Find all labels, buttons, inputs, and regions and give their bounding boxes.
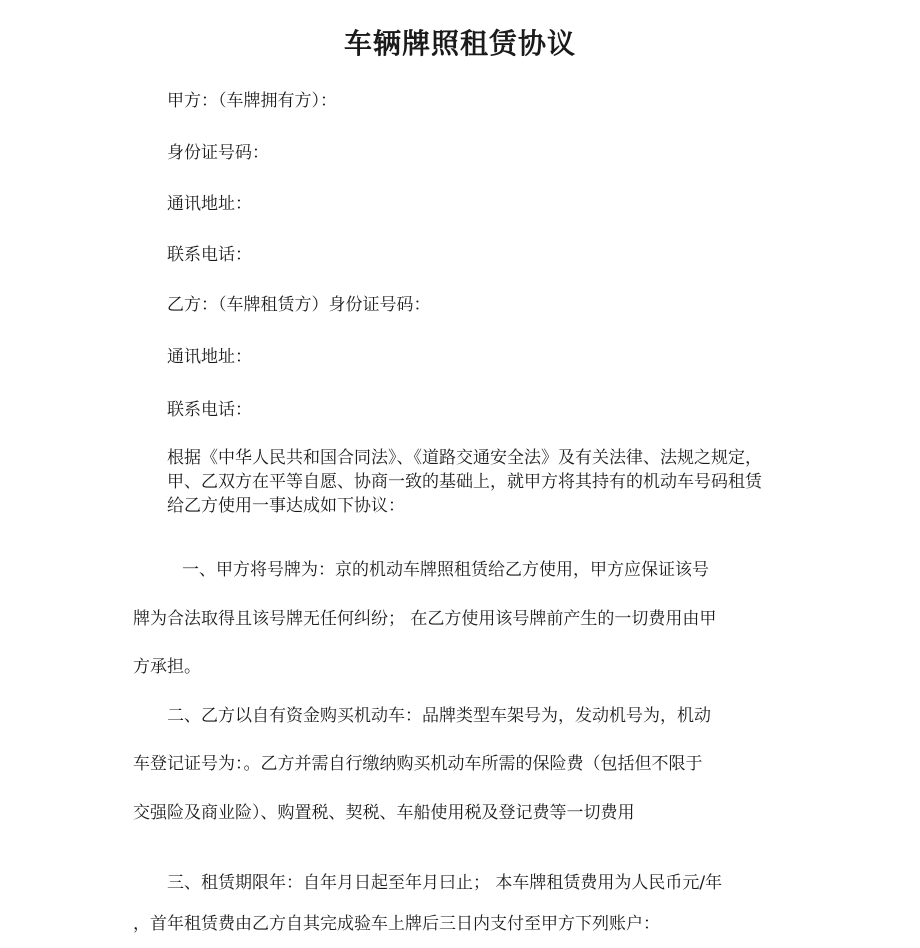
party-a-id-line: 身份证号码：: [167, 143, 269, 163]
party-a-address-line: 通讯地址：: [167, 194, 252, 214]
clause-3-line-2: ，首年租赁费由乙方自其完成验车上牌后三日内支付至甲方下列账户：: [133, 914, 660, 934]
party-a-phone-line: 联系电话：: [167, 245, 252, 265]
clause-2-line-3: 交强险及商业险）、购置税、契税、车船使用税及登记费等一切费用: [133, 803, 635, 823]
clause-1-line-2: 牌为合法取得且该号牌无任何纠纷； 在乙方使用该号牌前产生的一切费用由甲: [133, 609, 717, 629]
party-b-phone-line: 联系电话：: [167, 400, 252, 420]
party-b-line: 乙方：（车牌租赁方）身份证号码：: [167, 295, 431, 315]
clause-3-line-1: 三、租赁期限年：自年月日起至年月曰止； 本车牌租赁费用为人民币元/年: [167, 873, 723, 893]
clause-2-line-1: 二、乙方以自有资金购买机动车：品牌类型车架号为，发动机号为，机动: [167, 706, 711, 726]
clause-1-line-3: 方承担。: [133, 657, 201, 677]
clause-2-line-2: 车登记证号为：。乙方并需自行缴纳购买机动车所需的保险费（包括但不限于: [133, 754, 703, 774]
party-b-address-line: 通讯地址：: [167, 347, 252, 367]
clause-1-line-1: 一、甲方将号牌为：京的机动车牌照租赁给乙方使用，甲方应保证该号: [182, 560, 709, 580]
party-a-line: 甲方：（车牌拥有方）：: [167, 91, 337, 111]
document-title: 车辆牌照租赁协议: [343, 27, 576, 60]
intro-paragraph: 根据《中华人民共和国合同法》、《道路交通安全法》及有关法律、法规之规定，甲、乙双方在平等自愿、协商一致的基础上，就甲方将其持有的机动车号码租赁给乙方使用一事达成如下协议：: [167, 448, 762, 516]
